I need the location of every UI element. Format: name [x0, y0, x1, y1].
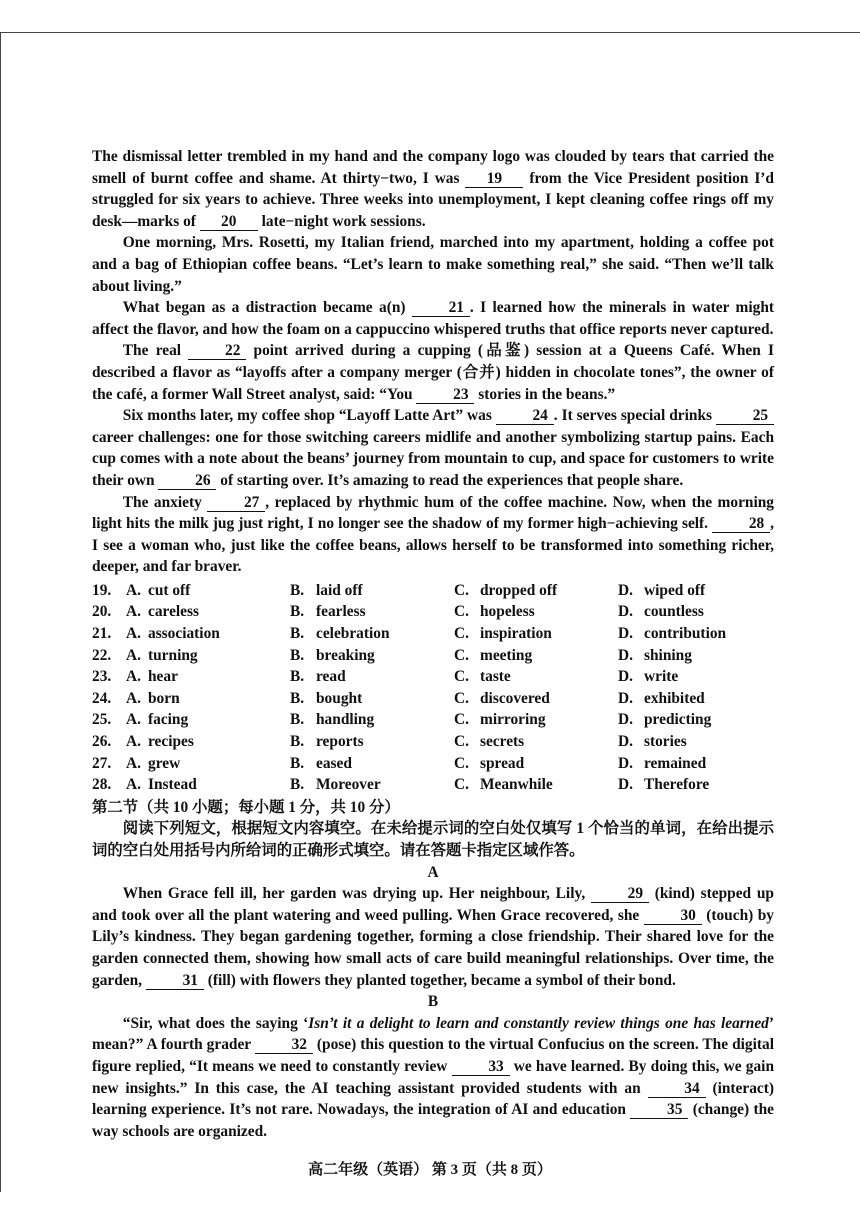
option-d — [618, 731, 748, 753]
option-d — [618, 623, 748, 645]
option-letter: A. — [126, 668, 141, 686]
option-b — [290, 666, 454, 688]
option-text: laid off — [316, 581, 363, 599]
blank-31: 31 — [146, 972, 204, 990]
option-text: bought — [316, 689, 363, 707]
text-run: One morning, Mrs. Rosetti, my Italian friend, marched into my apartment, holding a coffee pot and a bag of Ethiopian coffee beans. “Let’s learn to make something real,” she said. “Then we’ll talk about living.” — [92, 234, 774, 295]
option-a — [126, 623, 290, 645]
option-d — [618, 601, 748, 623]
text-run: (pose) this question to the virtual Confucius on the screen. The digital figure replied, “It means we need to constantly review — [92, 1036, 774, 1075]
option-letter: D. — [618, 754, 633, 772]
option-letter: A. — [126, 689, 141, 707]
option-text: write — [644, 668, 679, 686]
blank-30: 30 — [644, 907, 702, 925]
paragraph — [92, 405, 774, 491]
text-run: Six months later, my coffee shop “Layoff Latte Art” was — [122, 407, 496, 425]
paragraph — [92, 340, 774, 405]
option-c — [454, 623, 618, 645]
text-run: , replaced by rhythmic hum of the coffee machine. Now, when the morning light hits the milk jug just right, I no longer see the shadow of my former high−achieving self. — [92, 493, 774, 533]
option-text: born — [148, 689, 180, 707]
text-run: The anxiety — [122, 493, 208, 511]
text-run: . It serves special drinks — [553, 407, 716, 425]
option-text: shining — [644, 646, 692, 664]
text-run: from the Vice President position I’d struggled for six years to achieve. Three weeks into unemployment, I kept cleaning coffee rings off my desk—marks of — [92, 169, 774, 230]
passage-a — [92, 883, 774, 991]
text-run: . I learned how the minerals in water might affect the flavor, and how the foam on a cappuccino whispered truths that office reports never captured. — [92, 299, 774, 338]
option-letter: A. — [126, 776, 141, 794]
text-run: The real — [122, 342, 189, 360]
passage-heading-b: B — [427, 993, 439, 1011]
option-row — [92, 688, 774, 710]
option-text: turning — [148, 646, 198, 664]
blank-26: 26 — [158, 472, 216, 490]
blank-32: 32 — [255, 1036, 313, 1054]
option-text: cut off — [148, 581, 191, 599]
option-text: Instead — [148, 776, 197, 794]
option-b — [290, 731, 454, 753]
option-row — [92, 645, 774, 667]
section-instructions: 阅读下列短文，根据短文内容填空。在未给提示词的空白处仅填写 1 个恰当的单词，在给出提示词的空白处用括号内所给词的正确形式填空。请在答题卡指定区域作答。 — [92, 820, 774, 859]
blank-19: 19 — [465, 170, 523, 188]
option-a — [126, 774, 290, 796]
option-a — [126, 601, 290, 623]
option-text: fearless — [316, 603, 366, 621]
option-row — [92, 623, 774, 645]
option-b — [290, 774, 454, 796]
option-c — [454, 688, 618, 710]
section-title: 第二节（共 10 小题；每小题 1 分，共 10 分） — [92, 798, 400, 816]
option-row — [92, 709, 774, 731]
option-b — [290, 645, 454, 667]
option-text: breaking — [316, 646, 375, 664]
option-letter: B. — [290, 733, 305, 751]
option-text: countless — [644, 603, 704, 621]
option-text: wiped off — [644, 581, 706, 599]
blank-22: 22 — [188, 342, 246, 360]
option-letter: C. — [454, 668, 469, 686]
question-number: 27. — [92, 754, 112, 772]
option-text: Meanwhile — [480, 776, 553, 794]
option-letter: D. — [618, 733, 633, 751]
option-text: handling — [316, 711, 375, 729]
option-text: Moreover — [316, 776, 381, 794]
blank-35: 35 — [630, 1101, 688, 1119]
option-c — [454, 709, 618, 731]
page-border-top — [0, 32, 860, 33]
option-letter: B. — [290, 646, 305, 664]
blank-34: 34 — [648, 1080, 706, 1098]
option-text: Therefore — [644, 776, 710, 794]
blank-28: 28 — [712, 515, 770, 533]
option-c — [454, 774, 618, 796]
option-text: contribution — [644, 625, 727, 643]
option-row — [92, 774, 774, 796]
text-run: “Sir, what does the saying ‘ — [122, 1014, 309, 1032]
option-c — [454, 645, 618, 667]
option-b — [290, 709, 454, 731]
option-letter: B. — [290, 689, 305, 707]
passage-heading-a: A — [427, 863, 439, 881]
option-letter: C. — [454, 646, 469, 664]
option-letter: C. — [454, 711, 469, 729]
option-letter: C. — [454, 733, 469, 751]
option-letter: D. — [618, 689, 633, 707]
italic-quote: Isn’t it a delight to learn and constantly review things one has learned — [308, 1014, 769, 1032]
option-letter: A. — [126, 646, 141, 664]
option-text: remained — [644, 754, 707, 772]
option-text: recipes — [148, 733, 194, 751]
option-text: inspiration — [480, 625, 552, 643]
option-text: dropped off — [480, 581, 558, 599]
option-text: hopeless — [480, 603, 535, 621]
text-run: (touch) by Lily’s kindness. They began gardening together, forming a close friendship. Their shared love for the garden connected them, showing how small acts of care build meaningful relationships. Over time, the garden, — [92, 906, 774, 989]
option-letter: B. — [290, 668, 305, 686]
option-letter: C. — [454, 754, 469, 772]
option-text: spread — [480, 754, 525, 772]
option-letter: B. — [290, 754, 305, 772]
option-d — [618, 645, 748, 667]
paragraph — [92, 232, 774, 297]
question-number: 28. — [92, 776, 112, 794]
exam-page — [92, 146, 774, 1142]
option-d — [618, 774, 748, 796]
question-number: 26. — [92, 733, 112, 751]
option-letter: A. — [126, 754, 141, 772]
option-letter: A. — [126, 581, 141, 599]
text-run: ’ mean?” A fourth grader — [92, 1014, 775, 1054]
option-a — [126, 645, 290, 667]
option-d — [618, 753, 748, 775]
option-letter: D. — [618, 776, 633, 794]
option-letter: C. — [454, 581, 469, 599]
question-number: 23. — [92, 668, 112, 686]
text-run: When Grace fell ill, her garden was drying up. Her neighbour, Lily, — [122, 885, 591, 903]
option-b — [290, 688, 454, 710]
option-letter: A. — [126, 733, 141, 751]
option-letter: B. — [290, 625, 305, 643]
option-d — [618, 688, 748, 710]
option-text: secrets — [480, 733, 525, 751]
question-number: 20. — [92, 603, 112, 621]
option-text: association — [148, 625, 220, 643]
option-text: stories — [644, 733, 687, 751]
option-letter: B. — [290, 603, 305, 621]
question-number: 22. — [92, 646, 112, 664]
option-text: mirroring — [480, 711, 546, 729]
blank-23: 23 — [416, 386, 474, 404]
option-letter: A. — [126, 625, 141, 643]
option-text: eased — [316, 754, 352, 772]
option-text: celebration — [316, 625, 390, 643]
option-text: discovered — [480, 689, 550, 707]
passage-b — [92, 1013, 774, 1143]
option-text: facing — [148, 711, 189, 729]
option-letter: A. — [126, 603, 141, 621]
option-b — [290, 623, 454, 645]
question-number: 24. — [92, 689, 112, 707]
option-text: taste — [480, 668, 511, 686]
option-b — [290, 580, 454, 602]
option-letter: A. — [126, 711, 141, 729]
option-a — [126, 688, 290, 710]
paragraph — [92, 146, 774, 232]
option-letter: C. — [454, 603, 469, 621]
option-text: hear — [148, 668, 178, 686]
option-letter: B. — [290, 581, 305, 599]
blank-29: 29 — [591, 885, 649, 903]
option-row — [92, 666, 774, 688]
option-a — [126, 666, 290, 688]
option-row — [92, 601, 774, 623]
text-run: of starting over. It’s amazing to read the experiences that people share. — [216, 471, 684, 489]
text-run: career challenges: one for those switching careers midlife and another symbolizing startup pains. Each cup comes with a note about the beans’ journey from mountain to cup, and space for customers to write their own — [92, 428, 774, 489]
option-letter: C. — [454, 776, 469, 794]
text-run: (fill) with flowers they planted together, became a symbol of their bond. — [203, 971, 676, 989]
text-run: The dismissal letter trembled in my hand and the company logo was clouded by tears that carried the smell of burnt coffee and shame. At thirty−two, I was — [92, 148, 774, 187]
text-run: (interact) learning experience. It’s not rare. Nowadays, the integration of AI and education — [92, 1079, 774, 1119]
option-b — [290, 601, 454, 623]
option-d — [618, 580, 748, 602]
option-letter: D. — [618, 581, 633, 599]
option-text: read — [316, 668, 346, 686]
option-row — [92, 580, 774, 602]
option-text: predicting — [644, 711, 712, 729]
option-letter: D. — [618, 711, 633, 729]
options-table — [92, 580, 774, 796]
question-number: 19. — [92, 581, 112, 599]
option-letter: D. — [618, 668, 633, 686]
option-c — [454, 666, 618, 688]
question-number: 25. — [92, 711, 112, 729]
option-letter: B. — [290, 776, 305, 794]
option-a — [126, 753, 290, 775]
option-c — [454, 753, 618, 775]
option-letter: C. — [454, 625, 469, 643]
text-run: point arrived during a cupping (品鉴) session at a Queens Café. When I described a flavor as “layoffs after a company merger (合并) hidden in chocolate tones”, the owner of the café, a former Wall Street analyst, said: “You — [92, 342, 774, 403]
blank-24: 24 — [496, 407, 554, 425]
option-row — [92, 753, 774, 775]
text-run: (change) the way schools are organized. — [92, 1101, 774, 1140]
option-letter: D. — [618, 625, 633, 643]
option-letter: B. — [290, 711, 305, 729]
text-run: , I see a woman who, just like the coffee beans, allows herself to be transformed into something richer, deeper, and far braver. — [92, 515, 774, 576]
option-text: reports — [316, 733, 364, 751]
blank-20: 20 — [200, 213, 258, 231]
option-text: grew — [148, 754, 181, 772]
option-letter: D. — [618, 646, 633, 664]
option-d — [618, 709, 748, 731]
blank-33: 33 — [452, 1058, 510, 1076]
option-b — [290, 753, 454, 775]
option-c — [454, 601, 618, 623]
text-run: (kind) stepped up and took over all the plant watering and weed pulling. When Grace recovered, she — [92, 885, 774, 924]
option-text: exhibited — [644, 689, 705, 707]
option-a — [126, 709, 290, 731]
blank-21: 21 — [412, 299, 470, 317]
blank-25: 25 — [716, 407, 774, 425]
option-c — [454, 731, 618, 753]
page-border-left — [0, 32, 1, 1192]
option-letter: C. — [454, 689, 469, 707]
option-d — [618, 666, 748, 688]
passage-cloze — [92, 146, 774, 578]
question-number: 21. — [92, 625, 112, 643]
option-row — [92, 731, 774, 753]
text-run: late−night work sessions. — [257, 212, 426, 230]
text-run: What began as a distraction became a(n) — [122, 299, 412, 317]
option-a — [126, 580, 290, 602]
page-footer: 高二年级（英语） 第 3 页（共 8 页） — [308, 1162, 552, 1178]
option-a — [126, 731, 290, 753]
option-text: careless — [148, 603, 199, 621]
paragraph — [92, 297, 774, 340]
option-c — [454, 580, 618, 602]
option-text: meeting — [480, 646, 533, 664]
blank-27: 27 — [207, 494, 265, 512]
text-run: stories in the beans.” — [474, 385, 616, 403]
option-letter: D. — [618, 603, 633, 621]
text-run: we have learned. By doing this, we gain new insights.” In this case, the AI teaching assistant provided students with an — [92, 1057, 775, 1097]
paragraph — [92, 492, 774, 578]
